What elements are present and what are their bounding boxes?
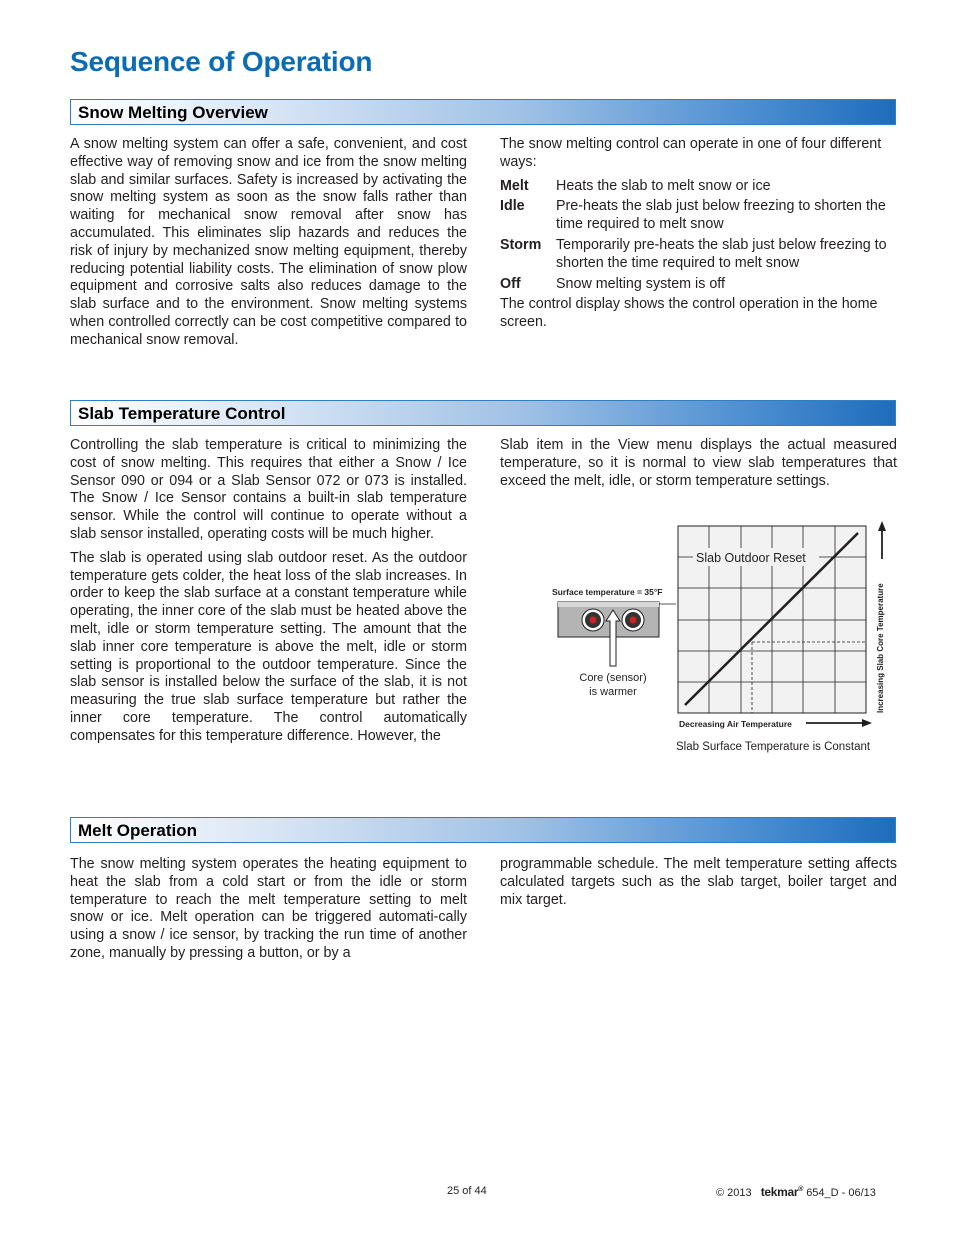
core-label-line-2: is warmer <box>589 686 637 698</box>
document-code: 654_D - 06/13 <box>806 1187 876 1199</box>
section-header-melt-operation <box>70 817 896 843</box>
slab-paragraph-3: Slab item in the View menu displays the actual measured temperature, so it is normal to view slab temperatures that exceed the melt, idle, or storm temperature settings. <box>500 437 897 489</box>
mode-melt <box>500 178 897 196</box>
heating-tube-left <box>582 609 604 631</box>
heating-tube-right <box>622 609 644 631</box>
x-arrow-head <box>862 719 872 727</box>
melt-right-column <box>500 856 897 915</box>
section-header-snow-melting-overview <box>70 99 896 125</box>
section-heading: Slab Temperature Control <box>78 404 286 423</box>
modes-intro: The snow melting control can operate in one of four different ways: <box>500 136 882 170</box>
page-number: 25 of 44 <box>447 1185 487 1197</box>
mode-idle <box>500 198 897 234</box>
mode-term: Off <box>500 275 521 292</box>
diagram-caption: Slab Surface Temperature is Constant <box>676 741 871 753</box>
overview-paragraph: A snow melting system can offer a safe, convenient, and cost effective way of removing snow and ice from the snow melting slab and similar surfaces. Safety is increased by activating the snow melting system as soon as the snow falls rather than waiting for mechanical snow removal after snow has accumulated. This eliminates slip hazards and reduces the risk of injury by mechanized snow melting equipment, thereby reducing potential liability costs. The elimination of snow plow equipment and corrosive salts also reduces damage to the slab surface and to the environment. Snow melting systems when controlled correctly can be cost competitive compared to mechanical snow removal. <box>70 136 467 348</box>
brand-name: tekmar <box>760 1185 799 1199</box>
tekmar-logo <box>761 1185 803 1199</box>
melt-paragraph-2: programmable schedule. The melt temperature setting affects calculated targets such as the slab target, boiler target and mix target. <box>500 856 897 908</box>
footer-brand-line <box>716 1185 876 1199</box>
melt-left-column <box>70 856 467 969</box>
mode-description: Heats the slab to melt snow or ice <box>556 177 771 194</box>
x-axis-label: Decreasing Air Temperature <box>679 719 792 729</box>
y-arrow-head <box>878 521 886 531</box>
surface-temperature-label: Surface temperature = 35°F <box>552 587 663 597</box>
sensor-arrow <box>606 610 620 666</box>
mode-description: Temporarily pre-heats the slab just below freezing to shorten the time required to melt snow <box>556 236 887 271</box>
y-axis-label: Increasing Slab Core Temperature <box>876 583 885 713</box>
overview-right-column <box>500 136 897 338</box>
mode-storm <box>500 237 897 273</box>
mode-description: Snow melting system is off <box>556 275 725 292</box>
mode-description: Pre-heats the slab just below freezing to shorten the time required to melt snow <box>556 198 886 233</box>
page-title: Sequence of Operation <box>70 46 373 77</box>
overview-left-column <box>70 136 467 356</box>
mode-term: Idle <box>500 198 525 215</box>
slab-surface <box>558 602 659 607</box>
slab-paragraph-1: Controlling the slab temperature is critical to minimizing the cost of snow melting. This requires that either a Snow / Ice Sensor 090 or 094 or a Slab Sensor 072 or 073 is installed. The Snow / Ice Sensor contains a built-in slab temperature sensor. While the control will continue to operate without a slab sensor installed, operating costs will be much higher. <box>70 437 467 542</box>
mode-term: Melt <box>500 177 529 194</box>
mode-term: Storm <box>500 236 542 253</box>
modes-outro: The control display shows the control operation in the home screen. <box>500 296 878 331</box>
mode-off <box>500 276 897 294</box>
melt-paragraph-1: The snow melting system operates the heating equipment to heat the slab from a cold start or from the idle or storm temperature to reach the melt temperature setting to melt snow or ice. Melt operation can be triggered automati-cally using a snow / ice sensor, by tracking the run time of another zone, manually by pressing a button, or by a <box>70 856 467 961</box>
reset-curve-label: Slab Outdoor Reset <box>696 551 806 565</box>
copyright: © 2013 <box>716 1187 752 1199</box>
slab-right-column <box>500 437 897 496</box>
core-label-line-1: Core (sensor) <box>579 672 647 684</box>
slab-outdoor-reset-diagram <box>540 515 900 760</box>
slab-left-column <box>70 437 467 752</box>
section-header-slab-temperature-control <box>70 400 896 426</box>
section-heading: Snow Melting Overview <box>78 103 268 122</box>
slab-paragraph-2: The slab is operated using slab outdoor reset. As the outdoor temperature gets colder, the heat loss of the slab increases. In order to keep the slab surface at a constant temperature while operating, the inner core of the slab must be heated above the melt, idle or storm temperature setting. The amount that the slab inner core temperature is above the melt, idle or storm setting is proportional to the outdoor temperature. Since the slab sensor is installed below the surface of the slab, it is not measuring the true slab surface temperature but rather the inner core temperature. The control automatically compensates for this temperature difference. However, the <box>70 549 467 744</box>
brand-mark: ® <box>798 1186 804 1193</box>
section-heading: Melt Operation <box>78 821 198 840</box>
